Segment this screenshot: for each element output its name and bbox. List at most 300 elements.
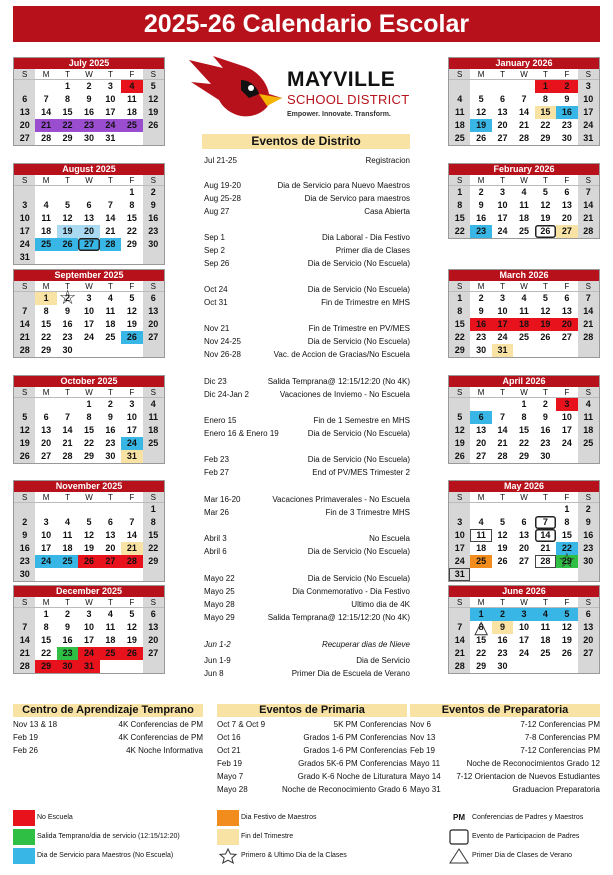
calendar-empty-cell	[513, 660, 534, 673]
district-event-row	[204, 389, 410, 401]
event-date: Sep 2	[204, 246, 225, 255]
weekday-label: S	[14, 597, 35, 608]
calendar-day: 21	[540, 543, 551, 553]
calendar-day: 21	[35, 119, 56, 132]
calendar-empty-cell	[100, 503, 121, 516]
calendar-day: 2	[478, 187, 484, 197]
event-date: Nov 13	[410, 733, 436, 742]
month-title: March 2026	[449, 270, 599, 281]
calendar-day: 9	[578, 516, 599, 529]
weekday-label: S	[143, 281, 164, 292]
calendar-day: 22	[57, 119, 78, 132]
month-title: April 2026	[449, 376, 599, 387]
calendar-day: 11	[105, 622, 116, 632]
calendar-day: 27	[143, 331, 164, 344]
month-calendar	[448, 375, 600, 464]
section-event-row	[217, 744, 407, 757]
calendar-empty-cell	[449, 398, 470, 411]
calendar-day: 24	[100, 119, 121, 132]
event-date: Dic 24-Jan 2	[204, 390, 249, 399]
calendar-day: 12	[449, 424, 470, 437]
calendar-day: 3	[500, 187, 506, 197]
calendar-day: 26	[476, 133, 487, 143]
calendar-day: 21	[121, 542, 142, 555]
calendar-day: 7	[449, 621, 470, 634]
calendar-day: 17	[492, 318, 513, 331]
calendar-day: 5	[478, 94, 484, 104]
calendar-day: 4	[43, 200, 49, 210]
calendar-day: 19	[143, 106, 164, 119]
calendar-empty-cell	[535, 503, 556, 516]
calendar-empty-cell	[513, 80, 534, 93]
weekday-label: S	[449, 69, 470, 80]
calendar-day: 30	[143, 238, 164, 251]
weekday-label: W	[513, 175, 534, 186]
weekday-label: M	[35, 281, 56, 292]
calendar-day: 9	[564, 94, 570, 104]
weekday-label: T	[100, 69, 121, 80]
weekday-label: M	[470, 597, 491, 608]
calendar-day: 5	[86, 517, 92, 527]
calendar-day: 14	[518, 107, 529, 117]
weekday-label: F	[121, 597, 142, 608]
calendar-day: 11	[578, 411, 599, 424]
calendar-day: 19	[470, 119, 491, 132]
calendar-day: 13	[497, 107, 508, 117]
weekday-label: S	[449, 492, 470, 503]
calendar-empty-cell	[14, 186, 35, 199]
weekday-label: T	[57, 69, 78, 80]
calendar-day: 2	[478, 293, 484, 303]
calendar-day: 20	[556, 318, 577, 331]
calendar-empty-cell	[78, 251, 99, 264]
legend-label: Dia Festivo de Maestros	[241, 814, 317, 821]
calendar-day: 24	[497, 332, 508, 342]
calendar-day: 8	[521, 412, 527, 422]
calendar-day: 15	[41, 635, 52, 645]
event-date: Oct 31	[204, 298, 228, 307]
calendar-empty-cell	[100, 568, 121, 581]
calendar-day: 15	[476, 635, 487, 645]
calendar-day: 15	[41, 319, 52, 329]
event-date: Sep 26	[204, 259, 230, 268]
calendar-day: 11	[105, 306, 116, 316]
calendar-day: 13	[83, 213, 94, 223]
calendar-empty-cell	[556, 568, 577, 581]
weekday-label: T	[535, 281, 556, 292]
calendar-day: 19	[449, 437, 470, 450]
weekday-label: F	[121, 281, 142, 292]
event-date: Enero 15	[204, 416, 237, 425]
event-date: Oct 7 & Oct 9	[217, 720, 266, 729]
calendar-day: 13	[14, 106, 35, 119]
weekday-label: T	[535, 69, 556, 80]
weekday-label: T	[535, 597, 556, 608]
event-description: Salida Temprana@ 12:15/12:20 (No 4K)	[267, 377, 410, 386]
calendar-day: 25	[35, 238, 56, 251]
calendar-day: 3	[513, 608, 534, 621]
calendar-day: 3	[14, 199, 35, 212]
calendar-day: 25	[100, 647, 121, 660]
calendar-empty-cell	[121, 660, 142, 673]
calendar-empty-cell	[78, 344, 99, 357]
calendar-day: 1	[129, 187, 135, 197]
calendar-day: 19	[14, 437, 35, 450]
calendar-day: 18	[540, 635, 551, 645]
calendar-day: 25	[540, 648, 551, 658]
calendar-day: 26	[449, 450, 470, 463]
calendar-day: 10	[41, 530, 52, 540]
event-description: Fin de Trimestre en MHS	[321, 298, 410, 307]
calendar-day: 17	[105, 107, 116, 117]
calendar-day: 28	[497, 451, 508, 461]
calendar-day: 16	[578, 529, 599, 542]
event-date: Feb 19	[13, 733, 38, 742]
weekday-label: M	[35, 69, 56, 80]
calendar-day: 20	[41, 438, 52, 448]
calendar-day: 6	[564, 293, 570, 303]
district-event-row	[204, 193, 410, 205]
event-description: Dia de Servicio (No Escuela)	[307, 429, 410, 438]
calendar-day: 27	[41, 451, 52, 461]
calendar-day: 11	[41, 213, 51, 223]
calendar-day: 11	[519, 306, 529, 316]
calendar-day: 2	[542, 399, 548, 409]
event-description: 4K Noche Informativa	[126, 746, 203, 755]
calendar-empty-cell	[121, 503, 142, 516]
legend-label: Primer Dia de Clases de Verano	[472, 852, 572, 859]
calendar-day: 2	[492, 608, 513, 621]
calendar-day: 31	[492, 344, 513, 357]
calendar-day: 4	[121, 80, 142, 93]
weekday-label: F	[556, 175, 577, 186]
calendar-day: 31	[14, 251, 35, 264]
district-event-row	[204, 467, 410, 479]
calendar-day: 23	[476, 332, 487, 342]
weekday-label: T	[535, 492, 556, 503]
calendar-day: 8 △	[470, 621, 491, 634]
legend-label: Dia de Servicio para Maestros (No Escuela)	[37, 852, 174, 859]
calendar-day: 18	[476, 543, 487, 553]
calendar-day: 12	[14, 424, 35, 437]
calendar-empty-cell	[492, 80, 513, 93]
calendar-day: 23	[561, 120, 572, 130]
month-title: September 2025	[14, 270, 164, 281]
month-calendar	[448, 480, 600, 582]
calendar-day: 14	[578, 305, 599, 318]
calendar-day: 9	[478, 200, 484, 210]
weekday-label: S	[14, 69, 35, 80]
weekday-label: W	[513, 69, 534, 80]
calendar-day: 24	[578, 119, 599, 132]
event-date: Jun 1-9	[204, 656, 231, 665]
month-calendar	[448, 163, 600, 239]
calendar-day: 18	[143, 424, 164, 437]
calendar-day: 21	[518, 120, 529, 130]
event-date: Mayo 28	[217, 785, 248, 794]
weekday-label: F	[556, 281, 577, 292]
calendar-day: 29	[62, 133, 73, 143]
calendar-day: 24	[14, 238, 35, 251]
star-icon	[217, 848, 239, 864]
calendar-day: 26	[143, 119, 164, 132]
calendar-day: 1	[86, 399, 92, 409]
weekday-label: T	[100, 281, 121, 292]
weekday-label: S	[14, 281, 35, 292]
calendar-day: 17	[126, 425, 137, 435]
legend-label: Conferencias de Padres y Maestros	[472, 814, 584, 821]
calendar-day: 6	[143, 292, 164, 305]
calendar-day: 13	[476, 425, 487, 435]
calendar-day: 23	[143, 225, 164, 238]
calendar-day: 9	[14, 529, 35, 542]
calendar-day: 8	[449, 199, 470, 212]
calendar-day: 6	[14, 93, 35, 106]
calendar-day: 5	[129, 609, 135, 619]
calendar-day: 23	[62, 332, 73, 342]
section-event-row	[410, 770, 600, 783]
weekday-label: T	[57, 597, 78, 608]
triangle-icon	[448, 848, 470, 864]
district-events-title: Eventos de Distrito	[202, 134, 410, 149]
district-event-row	[204, 336, 410, 348]
weekday-label: T	[535, 387, 556, 398]
calendar-day: 12	[126, 622, 137, 632]
event-description: Dia de Servicio (No Escuela)	[307, 337, 410, 346]
section-event-row	[410, 757, 600, 770]
district-event-row	[204, 245, 410, 257]
calendar-day: 1	[143, 503, 164, 516]
calendar-day: 7	[521, 94, 527, 104]
calendar-day: 3	[107, 81, 113, 91]
weekday-label: M	[470, 387, 491, 398]
calendar-day: 2	[107, 399, 113, 409]
calendar-day: 28	[449, 660, 470, 673]
calendar-day: 10	[126, 412, 137, 422]
calendar-day: 9	[65, 622, 71, 632]
calendar-day: 22	[449, 225, 470, 238]
calendar-day: 11	[143, 411, 164, 424]
calendar-day: 21	[449, 647, 470, 660]
event-date: Feb 19	[410, 746, 435, 755]
event-description: Grado K-6 Noche de Lituratura	[297, 772, 407, 781]
calendar-day: 18	[518, 213, 529, 223]
event-date: Mayo 14	[410, 772, 441, 781]
event-date: Mar 26	[204, 508, 229, 517]
calendar-day: 18	[105, 319, 116, 329]
calendar-empty-cell	[14, 503, 35, 516]
calendar-day: 16	[470, 318, 491, 331]
weekday-label: M	[470, 175, 491, 186]
calendar-day: 15	[449, 212, 470, 225]
event-date: Dic 23	[204, 377, 227, 386]
weekday-label: W	[513, 281, 534, 292]
calendar-day: 8	[65, 94, 71, 104]
event-description: Dia de Servicio (No Escuela)	[307, 547, 410, 556]
calendar-day: 16	[83, 107, 94, 117]
calendar-day: 2	[86, 81, 92, 91]
month-calendar	[448, 269, 600, 358]
calendar-day: 4	[449, 93, 470, 106]
weekday-label: F	[556, 492, 577, 503]
calendar-day: 12	[497, 530, 508, 540]
calendar-empty-cell	[143, 132, 164, 145]
calendar-empty-cell	[470, 503, 491, 516]
calendar-day: 22	[41, 648, 52, 658]
month-title: August 2025	[14, 164, 164, 175]
calendar-day: 13	[41, 425, 52, 435]
district-event-row	[204, 258, 410, 270]
calendar-empty-cell	[449, 608, 470, 621]
district-event-row	[204, 668, 410, 680]
calendar-day: 30	[497, 661, 508, 671]
calendar-day: 30	[578, 555, 599, 568]
calendar-day: 3	[500, 293, 506, 303]
district-event-row	[204, 546, 410, 558]
calendar-day: 3	[43, 517, 49, 527]
section-event-row	[410, 718, 600, 731]
calendar-day: 11	[449, 106, 470, 119]
calendar-day: 5	[129, 293, 135, 303]
calendar-day: 16	[497, 635, 508, 645]
calendar-day: 20	[105, 543, 116, 553]
month-calendar	[13, 375, 165, 464]
district-event-row	[204, 155, 410, 167]
calendar-day: 27	[100, 555, 121, 568]
calendar-day: 14	[14, 634, 35, 647]
weekday-label: S	[143, 597, 164, 608]
month-calendar	[13, 57, 165, 146]
weekday-label: S	[14, 492, 35, 503]
calendar-day: 15	[535, 106, 556, 119]
calendar-empty-cell	[556, 450, 577, 463]
calendar-day: 6	[564, 187, 570, 197]
calendar-day: 6	[470, 411, 491, 424]
calendar-day: 26	[540, 332, 551, 342]
event-description: Fin de 1 Semestre en MHS	[313, 416, 410, 425]
calendar-day: 1	[449, 186, 470, 199]
calendar-day: 17	[41, 543, 52, 553]
calendar-day: 13	[561, 200, 572, 210]
calendar-day: 20	[561, 213, 572, 223]
calendar-day: 3	[129, 399, 135, 409]
calendar-empty-cell	[121, 568, 142, 581]
event-date: Nov 6	[410, 720, 431, 729]
calendar-day: 12	[143, 93, 164, 106]
calendar-empty-cell	[492, 568, 513, 581]
calendar-day: 26	[78, 555, 99, 568]
calendar-day: 30	[476, 345, 487, 355]
calendar-day: 8	[86, 412, 92, 422]
weekday-label: W	[513, 597, 534, 608]
calendar-day: 27	[14, 132, 35, 145]
calendar-day: 25	[449, 132, 470, 145]
calendar-day: 16	[556, 106, 577, 119]
calendar-day: 9	[86, 94, 92, 104]
calendar-day: 1	[449, 292, 470, 305]
calendar-day: 29	[476, 661, 487, 671]
calendar-day: 6	[43, 412, 49, 422]
district-event-row	[204, 612, 410, 624]
calendar-empty-cell	[556, 660, 577, 673]
weekday-label: T	[492, 387, 513, 398]
weekday-label: M	[35, 597, 56, 608]
calendar-day: 7	[129, 517, 135, 527]
event-description: Dia de Servicio (No Escuela)	[307, 455, 410, 464]
calendar-day: 8	[542, 94, 548, 104]
weekday-label: S	[143, 387, 164, 398]
weekday-label: S	[449, 387, 470, 398]
event-date: Aug 25-28	[204, 194, 241, 203]
month-calendar	[13, 269, 165, 358]
calendar-empty-cell	[35, 186, 56, 199]
calendar-day: 26	[14, 450, 35, 463]
calendar-day: 14	[41, 107, 52, 117]
page-title: 2025-26 Calendario Escolar	[13, 6, 600, 42]
calendar-day: 13	[143, 305, 164, 318]
logo-tagline: Empower. Innovate. Transform.	[287, 111, 391, 118]
calendar-day: 17	[518, 635, 529, 645]
calendar-day: 28	[14, 344, 35, 357]
calendar-day: 27	[518, 556, 529, 566]
calendar-day: 29	[126, 239, 137, 249]
calendar-day: 21	[14, 331, 35, 344]
calendar-day: 28	[121, 555, 142, 568]
calendar-day: 31	[121, 450, 142, 463]
calendar-day: 6	[521, 517, 527, 527]
event-description: Dia Laboral - Dia Festivo	[321, 233, 410, 242]
district-event-row	[204, 284, 410, 296]
district-event-row	[204, 323, 410, 335]
calendar-day: 12	[540, 200, 551, 210]
calendar-day: 29	[143, 555, 164, 568]
weekday-label: S	[578, 492, 599, 503]
calendar-empty-cell	[14, 398, 35, 411]
calendar-day: 15	[518, 425, 529, 435]
calendar-day: 2 ☆	[57, 292, 78, 305]
calendar-day: 13	[518, 530, 529, 540]
calendar-day: 30	[83, 133, 94, 143]
section-event-row	[217, 718, 407, 731]
calendar-day: 14	[535, 529, 556, 542]
event-description: 4K Conferencias de PM	[118, 733, 203, 742]
event-date: Mar 16-20	[204, 495, 241, 504]
weekday-label: S	[14, 175, 35, 186]
calendar-day: 8	[564, 517, 570, 527]
calendar-day: 9	[542, 412, 548, 422]
calendar-empty-cell	[470, 568, 491, 581]
calendar-day: 7	[43, 94, 49, 104]
calendar-day: 9	[65, 306, 71, 316]
calendar-day: 27	[497, 133, 508, 143]
calendar-empty-cell	[535, 660, 556, 673]
event-date: Abril 3	[204, 534, 227, 543]
event-description: 4K Conferencias de PM	[118, 720, 203, 729]
calendar-day: 4	[107, 293, 113, 303]
calendar-day: 25	[518, 332, 529, 342]
calendar-day: 27	[143, 647, 164, 660]
calendar-day: 22	[126, 226, 137, 236]
calendar-day: 27	[78, 238, 99, 251]
calendar-day: 20	[518, 543, 529, 553]
calendar-day: 16	[476, 213, 487, 223]
section-event-row	[13, 718, 203, 731]
calendar-day: 17	[83, 319, 94, 329]
calendar-empty-cell	[143, 660, 164, 673]
calendar-day: 8	[449, 305, 470, 318]
event-date: Aug 27	[204, 207, 230, 216]
event-description: Grados 5K-6 PM Conferencias	[298, 759, 407, 768]
